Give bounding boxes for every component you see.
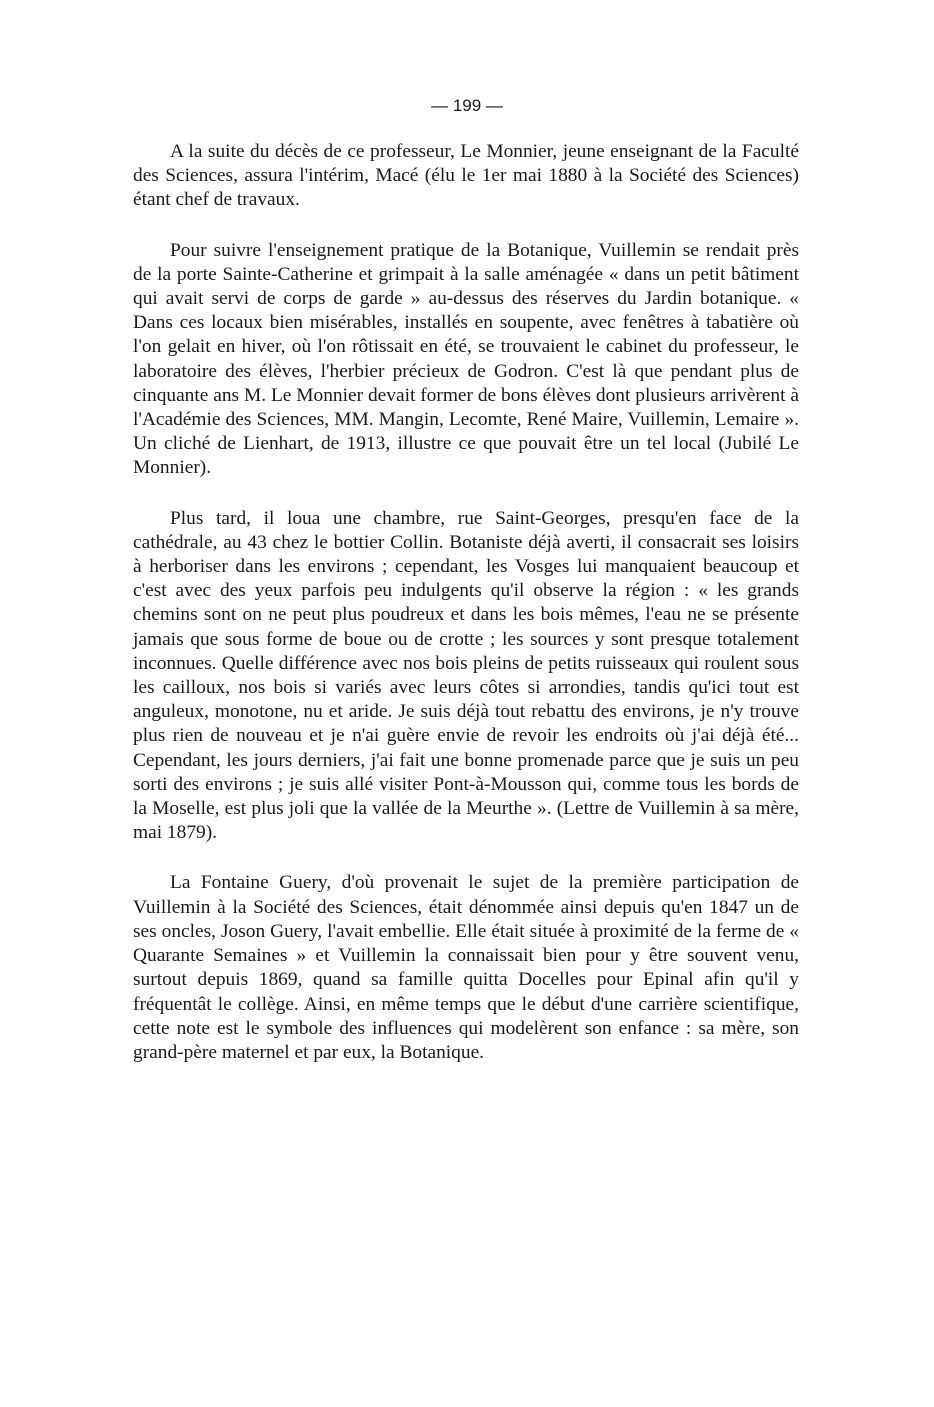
paragraph-3: Plus tard, il loua une chambre, rue Saint-Georges, presqu'en face de la cathédrale, au 43 chez le bottier Collin. Botaniste déjà averti, il consacrait ses loisirs à herboriser dans les environs ; cependant, les Vosges lui manquaient beaucoup et c'est avec des yeux parfois peu indulgents qu'il observe la région : « les grands chemins sont on ne peut plus poudreux et dans les bois mêmes, l'eau ne se présente jamais que sous forme de boue ou de crotte ; les sources y sont presque totalement inconnues. Quelle différence avec nos bois pleins de petits ruisseaux qui roulent sous les cailloux, nos bois si variés avec leurs côtes si arrondies, tandis qu'ici tout est anguleux, monotone, nu et aride. Je suis déjà tout rebattu des environs, je n'y trouve plus rien de nouveau et je n'ai guère envie de revoir les endroits où j'ai déjà été... Cependant, les jours derniers, j'ai fait une bonne promenade parce que je suis un peu sorti des environs ; je suis allé visiter Pont-à-Mousson qui, comme tous les bords de la Moselle, est plus joli que la vallée de la Meurthe ». (Lettre de Vuillemin à sa mère, mai 1879). bbox=[133, 507, 799, 844]
paragraph-1: A la suite du décès de ce professeur, Le Monnier, jeune enseignant de la Faculté des Sciences, assura l'intérim, Macé (élu le 1er mai 1880 à la Société des Sciences) étant chef de travaux. bbox=[133, 141, 799, 211]
page-number: — 199 — bbox=[431, 96, 503, 115]
document-body bbox=[133, 140, 799, 1091]
paragraph-4: La Fontaine Guery, d'où provenait le sujet de la première participation de Vuillemin à la Société des Sciences, était dénommée ainsi depuis qu'en 1847 un de ses oncles, Joson Guery, l'avait embellie. Elle était située à proximité de la ferme de « Quarante Semaines » et Vuillemin la connaissait bien pour y être souvent venu, surtout depuis 1869, quand sa famille quitta Docelles pour Epinal afin qu'il y fréquentât le collège. Ainsi, en même temps que le début d'une carrière scientifique, cette note est le symbole des influences qui modelèrent son enfance : sa mère, son grand-père maternel et par eux, la Botanique. bbox=[133, 872, 799, 1063]
paragraph-2: Pour suivre l'enseignement pratique de la Botanique, Vuillemin se rendait près de la porte Sainte-Catherine et grimpait à la salle aménagée « dans un petit bâtiment qui avait servi de corps de garde » au-dessus des réserves du Jardin botanique. « Dans ces locaux bien misérables, installés en soupente, avec fenêtres à tabatière où l'on gelait en hiver, où l'on rôtissait en été, se trouvaient le cabinet du professeur, le laboratoire des élèves, l'herbier précieux de Godron. C'est là que pendant plus de cinquante ans M. Le Monnier devait former de bons élèves dont plusieurs arrivèrent à l'Académie des Sciences, MM. Mangin, Lecomte, René Maire, Vuillemin, Lemaire ». Un cliché de Lienhart, de 1913, illustre ce que pouvait être un tel local (Jubilé Le Monnier). bbox=[133, 239, 799, 479]
